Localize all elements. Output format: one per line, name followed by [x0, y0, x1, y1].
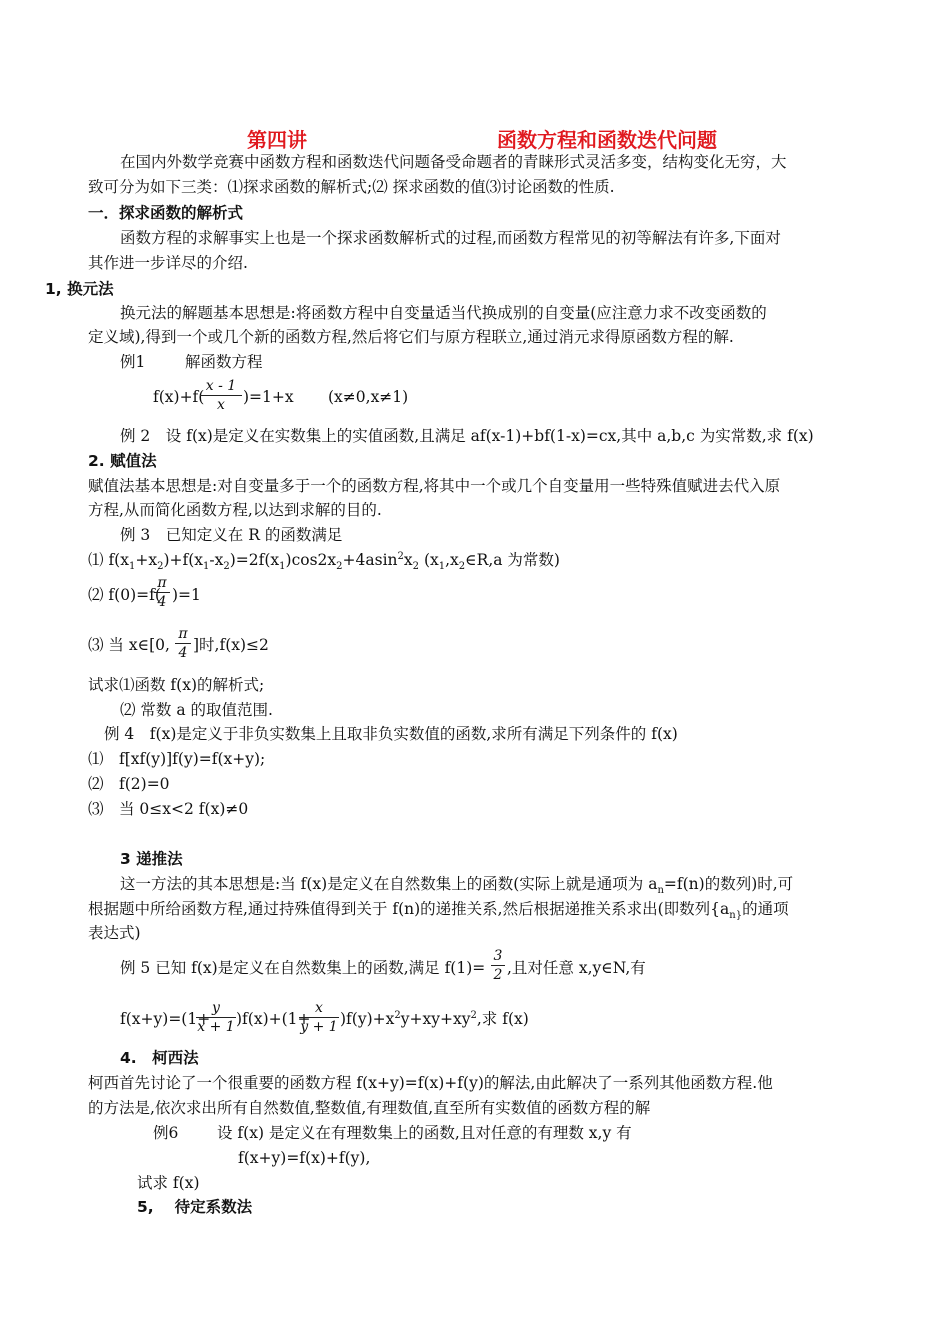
example-4-condition-1: ⑴ f[xf(y)]f(y)=f(x+y); — [88, 750, 266, 768]
intro-line-1: 在国内外数学竞赛中函数方程和函数迭代问题备受命题者的青睐形式灵活多变，结构变化无穷，大 — [120, 153, 787, 171]
example-1-fraction — [200, 377, 242, 414]
fraction-denominator: 2 — [493, 967, 503, 983]
condition-3-fraction — [175, 625, 191, 662]
fraction-numerator: x — [299, 999, 339, 1018]
method-1-heading: 1, 换元法 — [45, 280, 114, 298]
example-5-equation-a: f(x+y)=(1+ — [120, 1010, 211, 1028]
example-4-condition-2: ⑵ f(2)=0 — [88, 775, 170, 793]
example-4-condition-3: ⑶ 当 0≤x<2 f(x)≠0 — [88, 800, 249, 818]
example-3: 例 3 已知定义在 R 的函数满足 — [120, 526, 343, 544]
section-1-para-1: 函数方程的求解事实上也是一个探求函数解析式的过程,而函数方程常见的初等解法有许多,下面对 — [120, 229, 781, 247]
example-6-text: 设 f(x) 是定义在有理数集上的函数,且对任意的有理数 x,y 有 — [217, 1124, 632, 1142]
example-1-text: 解函数方程 — [185, 353, 263, 371]
fraction-numerator: π — [175, 625, 191, 644]
example-1-label: 例1 — [120, 353, 146, 371]
condition-3-a: ⑶ 当 x∈[0, — [88, 636, 170, 654]
example-6-question: 试求 f(x) — [137, 1174, 200, 1192]
question-1: 试求⑴函数 f(x)的解析式; — [88, 676, 265, 694]
example-1-equation-a: f(x)+f( — [153, 388, 205, 406]
lecture-number: 第四讲 — [247, 128, 307, 152]
fraction-denominator: x — [217, 397, 225, 413]
condition-2-a: ⑵ f(0)=f( — [88, 586, 161, 604]
method-3-para-1: 这一方法的其本思想是:当 f(x)是定义在自然数集上的函数(实际上就是通项为 $a_n=f(n)$的数列)时,可 — [120, 875, 794, 897]
example-6-equation: f(x+y)=f(x)+f(y), — [238, 1149, 371, 1167]
question-2: ⑵ 常数 a 的取值范围. — [120, 701, 273, 719]
method-3-heading: 3 递推法 — [120, 850, 183, 868]
section-1-para-2: 其作进一步详尽的介绍. — [88, 254, 248, 272]
fraction-denominator: x + 1 — [197, 1019, 235, 1035]
section-1-heading: 一．探求函数的解析式 — [88, 204, 244, 222]
example-5-fraction-1 — [196, 999, 236, 1036]
fraction-denominator: 4 — [157, 594, 167, 610]
condition-1: ⑴ $f(x_1+x_2)+f(x_1-x_2)=2f(x_1)\cos 2x_2+4asin^2x_2$ ($x_1,x_2\in R,a$ 为常数) — [88, 550, 560, 573]
fraction-numerator: y — [196, 999, 236, 1018]
condition-3-b: ]时,f(x)≤2 — [193, 636, 269, 654]
method-1-para-2: 定义域),得到一个或几个新的函数方程,然后将它们与原方程联立,通过消元求得原函数方程的解. — [88, 328, 734, 346]
intro-line-2: 致可分为如下三类：⑴探求函数的解析式;⑵ 探求函数的值⑶讨论函数的性质. — [88, 178, 615, 196]
fraction-numerator: 3 — [491, 947, 505, 966]
example-6-label: 例6 — [153, 1124, 179, 1142]
example-5-a: 例 5 已知 f(x)是定义在自然数集上的函数,满足 f(1)= — [120, 959, 486, 977]
fraction-denominator: y + 1 — [300, 1019, 338, 1035]
example-4: 例 4 f(x)是定义于非负实数集上且取非负实数值的函数,求所有满足下列条件的 f(x) — [104, 725, 678, 743]
example-1-equation-b: )=1+x — [243, 388, 294, 406]
example-5-b: ,且对任意 x,y∈N,有 — [507, 959, 646, 977]
condition-2-b: )=1 — [172, 586, 201, 604]
fraction-denominator: 4 — [178, 645, 188, 661]
example-5-equation-b: )f(x)+(1+ — [236, 1010, 311, 1028]
condition-2-fraction — [154, 574, 170, 611]
method-1-para-1: 换元法的解题基本思想是:将函数方程中自变量适当代换成别的自变量(应注意力求不改变函数的 — [120, 304, 767, 322]
fraction-numerator: π — [154, 574, 170, 593]
example-5-equation-c: )$f(y)+x^2y+xy+xy^2$,求 f(x) — [340, 1009, 529, 1028]
example-2: 例 2 设 f(x)是定义在实数集上的实值函数,且满足 af(x-1)+bf(1-x)=cx,其中 a,b,c 为实常数,求 f(x) — [120, 427, 814, 445]
method-3-para-3: 表达式) — [88, 924, 141, 942]
method-2-para-2: 方程,从而简化函数方程,以达到求解的目的. — [88, 501, 382, 519]
method-4-para-1: 柯西首先讨论了一个很重要的函数方程 f(x+y)=f(x)+f(y)的解法,由此解决了一系列其他函数方程.他 — [88, 1074, 773, 1092]
example-5-fraction — [491, 947, 505, 984]
method-4-para-2: 的方法是,依次求出所有自然数值,整数值,有理数值,直至所有实数值的函数方程的解 — [88, 1099, 651, 1117]
example-1-condition: (x≠0,x≠1) — [328, 388, 409, 406]
method-5-heading: 5, 待定系数法 — [137, 1198, 253, 1216]
method-4-heading: 4. 柯西法 — [120, 1049, 199, 1067]
method-2-para-1: 赋值法基本思想是:对自变量多于一个的函数方程,将其中一个或几个自变量用一些特殊值赋进去代入原 — [88, 477, 781, 495]
method-2-heading: 2. 赋值法 — [88, 452, 157, 470]
page-title: 函数方程和函数迭代问题 — [497, 128, 717, 152]
fraction-numerator: x - 1 — [200, 377, 242, 396]
method-3-para-2: 根据题中所给函数方程,通过持殊值得到关于 f(n)的递推关系,然后根据递推关系求出(即数列{$a_{n\}}$的通项 — [88, 900, 789, 922]
example-5-fraction-2 — [299, 999, 339, 1036]
